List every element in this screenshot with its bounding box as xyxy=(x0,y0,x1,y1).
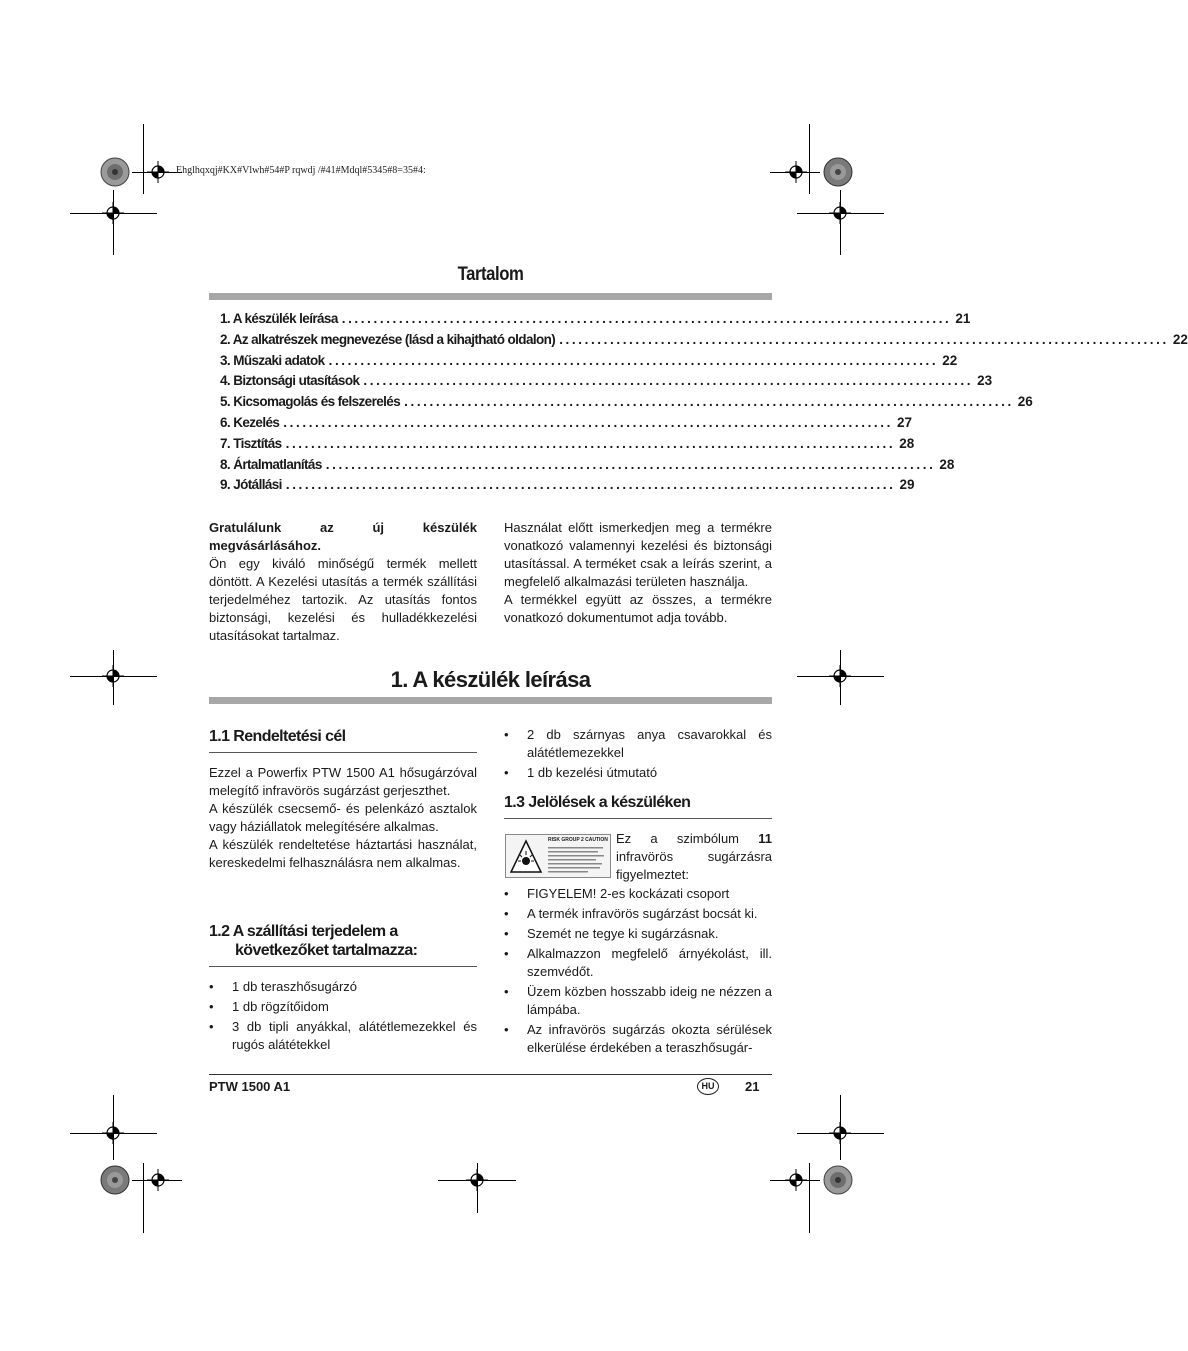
symbol-text: Ez a szimbólum xyxy=(616,831,739,846)
toc-leader-dots: ................................................................................................ xyxy=(285,435,896,451)
print-file-code: Ehglhqxqj#KX#Vlwh#54#P rqwdj /#41#Mdql#5345#8=35#4: xyxy=(176,165,426,176)
toc-divider xyxy=(209,293,772,300)
toc-leader-dots: ................................................................................................ xyxy=(404,394,1014,410)
toc-entry[interactable] xyxy=(220,331,1188,353)
toc-leader-dots: ................................................................................................ xyxy=(328,352,939,368)
toc-entry[interactable] xyxy=(220,394,1033,415)
toc-entry-label: 4. Biztonsági utasítások xyxy=(220,373,360,389)
s12-list-right xyxy=(504,726,772,784)
section-title: 1. A készülék leírása xyxy=(390,667,591,692)
intro-right-column xyxy=(504,519,772,627)
list-item: • A termék infravörös sugárzást bocsát ki. xyxy=(504,905,772,923)
toc-entry-page: 23 xyxy=(977,373,993,389)
registration-mark-icon xyxy=(785,1169,807,1191)
toc-entry-label: 1. A készülék leírása xyxy=(220,311,338,326)
registration-mark-icon xyxy=(102,665,124,687)
list-item: • 1 db kezelési útmutató xyxy=(504,764,772,782)
toc-entry[interactable] xyxy=(220,456,955,478)
list-item: • 2 db szárnyas anya csavarokkal és alátétlemezekkel xyxy=(504,726,772,762)
toc-entry-page: 28 xyxy=(939,456,955,472)
toc-entry[interactable] xyxy=(220,311,971,332)
registration-mark-icon xyxy=(785,161,807,183)
toc-title: Tartalom xyxy=(457,264,524,285)
toc-entry-page: 29 xyxy=(899,477,915,493)
toc-entry-label: 2. Az alkatrészek megnevezése (lásd a kihajtható oldalon) xyxy=(220,331,556,347)
toc-entry-page: 27 xyxy=(896,414,912,430)
section-divider xyxy=(209,697,772,704)
list-item: • Az infravörös sugárzás okozta sérülések elkerülése érdekében a teraszhősugár- xyxy=(504,1021,772,1057)
intro-paragraph: Ön egy kiváló minőségű termék mellett döntött. A Kezelési utasítás a termék szállítási terjedelméhez tartozik. Az utasítás fontos biztonsági, kezelési és hulladékkezelési utasításokat tartalmaz. xyxy=(209,556,477,643)
registration-mark-icon xyxy=(147,1169,169,1191)
toc-entry-label: 8. Ártalmatlanítás xyxy=(220,456,322,472)
toc-entry-label: 3. Műszaki adatok xyxy=(220,352,325,368)
subsection-title-line: következőket tartalmazza: xyxy=(235,942,418,959)
footer-model: PTW 1500 A1 xyxy=(209,1079,291,1094)
subsection-title: 1.1 Rendeltetési cél xyxy=(209,728,346,745)
list-item: • Szemét ne tegye ki sugárzásnak. xyxy=(504,925,772,943)
radiation-warning-label xyxy=(505,834,611,878)
language-badge: HU xyxy=(697,1078,719,1095)
list-item: • 1 db rögzítőidom xyxy=(209,998,477,1016)
symbol-description xyxy=(616,830,772,884)
registration-mark-icon xyxy=(466,1169,488,1191)
toc-leader-dots: ................................................................................................ xyxy=(559,331,1169,347)
color-bar-circle-icon xyxy=(100,157,130,192)
intro-paragraph: A termékkel együtt az összes, a termékre vonatkozó dokumentumot adja tovább. xyxy=(504,592,772,625)
toc-leader-dots: ................................................................................................ xyxy=(285,477,896,493)
body-paragraph: Ezzel a Powerfix PTW 1500 A1 hősugárzóval melegítő infravörös sugárzást gerjeszthet. xyxy=(209,765,477,798)
subsection-title-line: 1.2 A szállítási terjedelem a xyxy=(209,923,398,940)
page-number: 21 xyxy=(745,1079,760,1094)
subsection-title: 1.3 Jelölések a készüléken xyxy=(504,794,691,811)
registration-mark-icon xyxy=(102,202,124,224)
toc-entry-label: 5. Kicsomagolás és felszerelés xyxy=(220,394,401,410)
intro-lead: Gratulálunk az új készülék megvásárlásához. xyxy=(209,520,477,553)
s13-list xyxy=(504,885,772,1059)
color-bar-circle-icon xyxy=(100,1165,130,1200)
intro-left-column xyxy=(209,519,477,645)
list-item: • Üzem közben hosszabb ideig ne nézzen a lámpába. xyxy=(504,983,772,1019)
body-paragraph: A készülék rendeltetése háztartási használat, kereskedelmi felhasználásra nem alkalmas. xyxy=(209,837,477,870)
toc-entry-page: 22 xyxy=(942,352,958,368)
registration-mark-icon xyxy=(147,161,169,183)
registration-mark-icon xyxy=(829,1122,851,1144)
list-item: • FIGYELEM! 2-es kockázati csoport xyxy=(504,885,772,903)
toc-leader-dots: ................................................................................................ xyxy=(341,311,952,326)
toc-entry[interactable] xyxy=(220,477,915,498)
symbol-text: infravörös sugárzásra figyelmeztet: xyxy=(616,849,772,882)
intro-paragraph: Használat előtt ismerkedjen meg a termékre vonatkozó valamennyi kezelési és biztonsági utasítással. A terméket csak a leírás szerint, a megfelelő alkalmazási területen használja. xyxy=(504,520,772,589)
subsection-rule xyxy=(504,818,772,819)
toc-entry-label: 7. Tisztítás xyxy=(220,435,282,451)
subsection-title xyxy=(209,922,417,960)
footer-rule xyxy=(209,1074,772,1075)
symbol-number: 11 xyxy=(758,831,772,846)
s12-list-left xyxy=(209,978,477,1056)
warning-label-title: RISK GROUP 2 CAUTION xyxy=(548,837,608,843)
color-bar-circle-icon xyxy=(823,1165,853,1200)
toc-entry[interactable] xyxy=(220,352,958,374)
toc-entry[interactable] xyxy=(220,435,915,457)
toc-entry-page: 21 xyxy=(955,311,971,326)
toc-leader-dots: ................................................................................................ xyxy=(325,456,936,472)
toc-leader-dots: ................................................................................................ xyxy=(363,373,974,389)
subsection-rule xyxy=(209,752,477,753)
registration-mark-icon xyxy=(829,202,851,224)
list-item: • 3 db tipli anyákkal, alátétlemezekkel és rugós alátétekkel xyxy=(209,1018,477,1054)
color-bar-circle-icon xyxy=(823,157,853,192)
subsection-rule xyxy=(209,966,477,967)
table-of-contents xyxy=(220,311,1188,498)
registration-mark-icon xyxy=(829,665,851,687)
toc-entry-page: 26 xyxy=(1017,394,1033,410)
toc-entry-page: 28 xyxy=(899,435,915,451)
toc-entry-page: 22 xyxy=(1172,331,1188,347)
toc-entry[interactable] xyxy=(220,373,993,394)
list-item: • Alkalmazzon megfelelő árnyékolást, ill. szemvédőt. xyxy=(504,945,772,981)
list-item: • 1 db teraszhősugárzó xyxy=(209,978,477,996)
toc-entry-label: 9. Jótállási xyxy=(220,477,282,493)
registration-mark-icon xyxy=(102,1122,124,1144)
s11-body xyxy=(209,764,477,872)
body-paragraph: A készülék csecsemő- és pelenkázó asztalok vagy háziállatok melegítésére alkalmas. xyxy=(209,801,477,834)
toc-entry[interactable] xyxy=(220,414,912,436)
toc-entry-label: 6. Kezelés xyxy=(220,414,280,430)
toc-leader-dots: ................................................................................................ xyxy=(283,414,893,430)
